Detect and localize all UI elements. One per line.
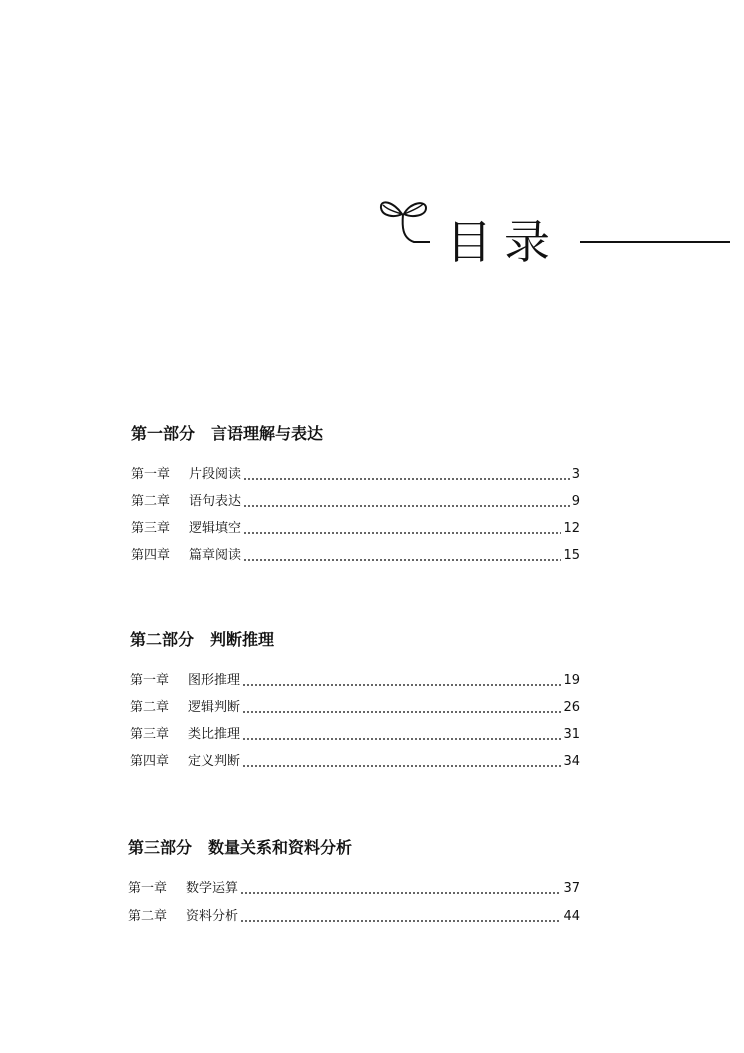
- part-name: 判断推理: [210, 630, 275, 649]
- page-number: 34: [563, 754, 580, 769]
- toc-entry[interactable]: [128, 906, 580, 926]
- page-number: 9: [571, 494, 580, 509]
- dot-leader: [240, 883, 561, 895]
- chapter-number: 第三章: [131, 521, 171, 536]
- toc-entry[interactable]: [130, 724, 580, 744]
- dot-leader: [242, 756, 561, 768]
- chapter-title: 语句表达: [189, 494, 242, 509]
- dot-leader: [243, 496, 570, 508]
- page-number: 26: [563, 700, 580, 715]
- dot-leader: [243, 550, 561, 562]
- dot-leader: [242, 729, 561, 741]
- page-title: 目录: [446, 215, 562, 269]
- chapter-title: 篇章阅读: [189, 548, 242, 563]
- chapter-title: 数学运算: [186, 881, 239, 896]
- chapter-number: 第三章: [130, 727, 170, 742]
- chapter-title: 图形推理: [188, 673, 241, 688]
- chapter-number: 第四章: [130, 754, 170, 769]
- toc-entry[interactable]: [130, 751, 580, 771]
- page-number: 44: [563, 909, 580, 924]
- toc-entry[interactable]: [131, 545, 580, 565]
- toc-entry[interactable]: [130, 670, 580, 690]
- page-number: 3: [571, 467, 580, 482]
- chapter-title: 逻辑判断: [188, 700, 241, 715]
- chapter-number: 第二章: [131, 494, 171, 509]
- part-title: [128, 837, 352, 859]
- page-number: 15: [563, 548, 580, 563]
- chapter-title: 片段阅读: [189, 467, 242, 482]
- sprout-icon: [376, 196, 432, 246]
- title-rule: [580, 241, 730, 243]
- chapter-number: 第一章: [130, 673, 170, 688]
- dot-leader: [243, 469, 570, 481]
- dot-leader: [242, 702, 561, 714]
- chapter-title: 类比推理: [188, 727, 241, 742]
- chapter-number: 第二章: [128, 909, 168, 924]
- part-title: [130, 629, 274, 651]
- page-number: 19: [563, 673, 580, 688]
- chapter-number: 第二章: [130, 700, 170, 715]
- chapter-number: 第一章: [131, 467, 171, 482]
- part-prefix: 第二部分: [130, 630, 195, 649]
- toc-header: [376, 196, 744, 276]
- chapter-number: 第四章: [131, 548, 171, 563]
- dot-leader: [242, 675, 561, 687]
- part-name: 言语理解与表达: [211, 424, 324, 443]
- page-number: 12: [563, 521, 580, 536]
- toc-entry[interactable]: [131, 464, 580, 484]
- toc-entry[interactable]: [131, 518, 580, 538]
- part-title: [131, 423, 323, 445]
- dot-leader: [240, 911, 561, 923]
- chapter-title: 定义判断: [188, 754, 241, 769]
- chapter-title: 资料分析: [186, 909, 239, 924]
- part-prefix: 第一部分: [131, 424, 196, 443]
- part-prefix: 第三部分: [128, 838, 193, 857]
- dot-leader: [243, 523, 561, 535]
- toc-entry[interactable]: [130, 697, 580, 717]
- part-name: 数量关系和资料分析: [208, 838, 353, 857]
- page-number: 37: [563, 881, 580, 896]
- chapter-number: 第一章: [128, 881, 168, 896]
- page-number: 31: [563, 727, 580, 742]
- toc-entry[interactable]: [131, 491, 580, 511]
- chapter-title: 逻辑填空: [189, 521, 242, 536]
- toc-entry[interactable]: [128, 878, 580, 898]
